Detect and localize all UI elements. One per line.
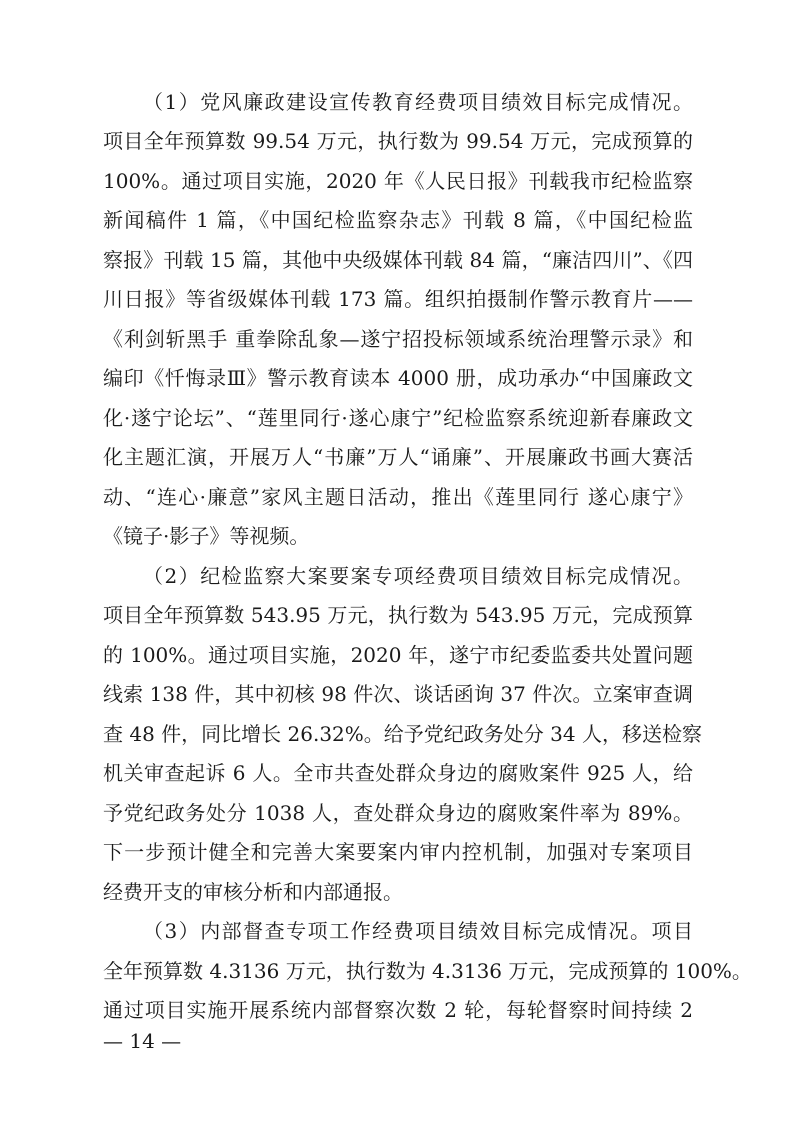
text-line: 查 48 件，同比增长 26.32%。给予党纪政务处分 34 人，移送检察 — [103, 722, 702, 746]
text-line: 予党纪政务处分 1038 人，查处群众身边的腐败案件率为 89%。 — [103, 801, 693, 825]
text-line: 机关审查起诉 6 人。全市共查处群众身边的腐败案件 925 人，给 — [103, 761, 693, 785]
text-line: 经费开支的审核分析和内部通报。 — [103, 880, 403, 904]
text-line: 项目全年预算数 99.54 万元，执行数为 99.54 万元，完成预算的 — [103, 129, 693, 153]
text-line: 川日报》等省级媒体刊载 173 篇。组织拍摄制作警示教育片—— — [103, 287, 693, 311]
text-line: 编印《忏悔录Ⅲ》警示教育读本 4000 册，成功承办“中国廉政文 — [103, 366, 693, 390]
text-line: 全年预算数 4.3136 万元，执行数为 4.3136 万元，完成预算的 100%。 — [103, 959, 752, 983]
paragraph-3-heading: （3）内部督查专项工作经费项目绩效目标完成情况。项目 — [143, 919, 693, 943]
text-line: 新闻稿件 1 篇，《中国纪检监察杂志》刊载 8 篇，《中国纪检监 — [103, 208, 693, 232]
text-line: 线索 138 件，其中初核 98 件次、谈话函询 37 件次。立案审查调 — [103, 682, 693, 706]
paragraph-2-heading: （2）纪检监察大案要案专项经费项目绩效目标完成情况。 — [143, 564, 693, 588]
text-line: 项目全年预算数 543.95 万元，执行数为 543.95 万元，完成预算 — [103, 603, 693, 627]
text-line: 《镜子·影子》等视频。 — [103, 524, 310, 548]
paragraph-1-heading: （1）党风廉政建设宣传教育经费项目绩效目标完成情况。 — [143, 90, 693, 114]
text-line: 通过项目实施开展系统内部督察次数 2 轮，每轮督察时间持续 2 — [103, 998, 693, 1022]
text-line: 《利剑斩黑手 重拳除乱象—遂宁招投标领域系统治理警示录》和 — [103, 327, 693, 351]
page-number: — 14 — — [103, 1029, 182, 1053]
text-line: 的 100%。通过项目实施，2020 年，遂宁市纪委监委共处置问题 — [103, 643, 693, 667]
text-line: 动、“连心·廉意”家风主题日活动，推出《莲里同行 遂心康宁》 — [103, 485, 693, 509]
text-line: 下一步预计健全和完善大案要案内审内控机制，加强对专案项目 — [103, 840, 693, 864]
text-line: 化·遂宁论坛”、“莲里同行·遂心康宁”纪检监察系统迎新春廉政文 — [103, 406, 693, 430]
text-line: 察报》刊载 15 篇，其他中央级媒体刊载 84 篇，“廉洁四川”、《四 — [103, 248, 693, 272]
text-line: 100%。通过项目实施，2020 年《人民日报》刊载我市纪检监察 — [103, 169, 693, 193]
text-line: 化主题汇演，开展万人“书廉”万人“诵廉”、开展廉政书画大赛活 — [103, 445, 693, 469]
